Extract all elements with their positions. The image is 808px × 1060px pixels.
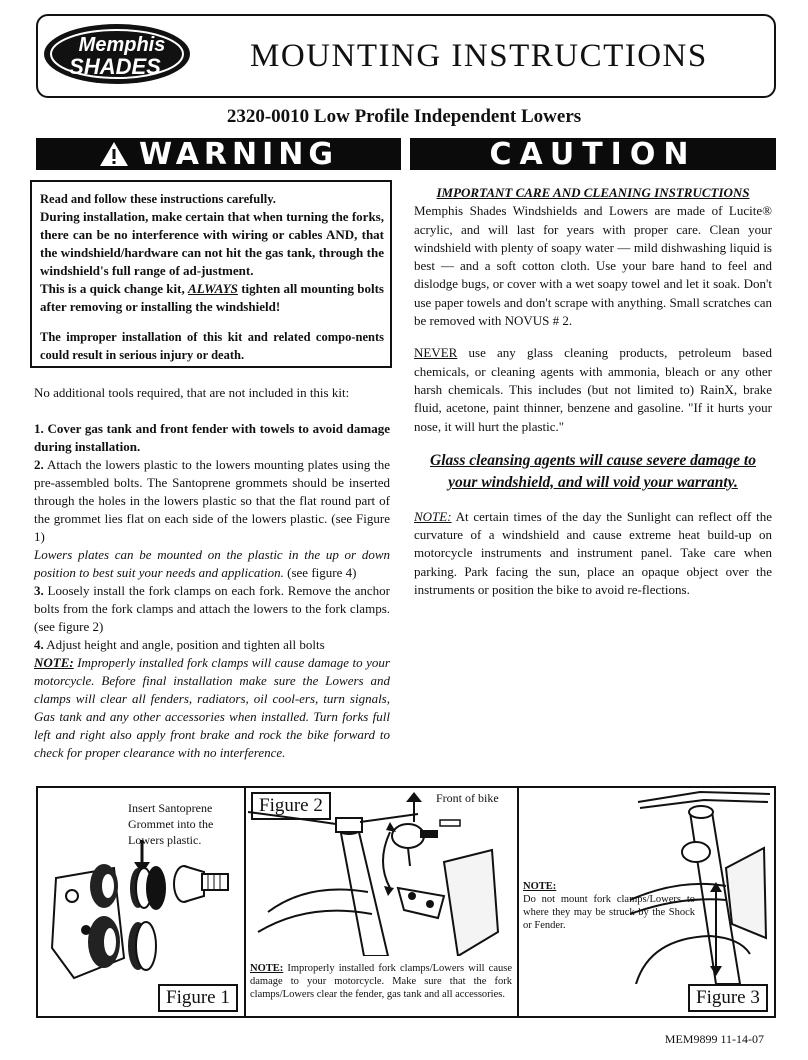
caution-banner-text: CAUTION <box>489 136 697 172</box>
figure-3-note <box>523 880 695 932</box>
step-2-ref: (see figure 4) <box>283 565 357 580</box>
step-1 <box>34 420 390 456</box>
never-label: NEVER <box>414 345 458 361</box>
care-heading: IMPORTANT CARE AND CLEANING INSTRUCTIONS <box>436 185 750 200</box>
warning-quick-change-pre: This is a quick change kit, <box>40 281 189 296</box>
step-2-italic: Lowers plates can be mounted on the plastic in the up or down position to best suit your needs and application. <box>34 547 390 580</box>
figure-1-drawing <box>44 838 240 988</box>
caution-banner <box>410 138 776 170</box>
figure-3-label: Figure 3 <box>688 984 768 1012</box>
step-4 <box>34 636 390 654</box>
document-title: MOUNTING INSTRUCTIONS <box>250 38 708 74</box>
step-4-number: 4. <box>34 637 44 652</box>
figure-2-note <box>250 962 512 1001</box>
glass-warning: Glass cleansing agents will cause severe damage to your windshield, and will void your warranty. <box>430 451 756 491</box>
warning-triangle-icon <box>99 141 129 167</box>
document-code: MEM9899 11-14-07 <box>664 1032 764 1046</box>
figure-divider-1 <box>244 786 246 1018</box>
never-paragraph <box>414 344 772 435</box>
sunlight-note-label: NOTE: <box>414 508 452 524</box>
figure-2-note-text: Improperly installed fork clamps/Lowers will cause damage to your motorcycle. Make sure that the fork clamps/Lowers clear the fender, gas tank and all accessories. <box>250 963 512 1000</box>
figure-2-note-label: NOTE: <box>250 963 284 974</box>
care-column <box>414 184 772 599</box>
sunlight-note <box>414 508 772 599</box>
step-1-number: 1. <box>34 421 44 436</box>
never-text: use any glass cleaning products, petroleum based chemicals, or cleaning agents with ammonia, bleach or any other harsh chemicals. This includes (but not limited to) RainX, brake fluid, acetone, paint thinner, benzene and gasoline. "If it hurts your nose, it will hurt the plastic." <box>414 345 772 434</box>
clamp-note-text: Improperly installed fork clamps will cause damage to your motorcycle. Before final installation make sure the Lowers and clamps will clear all fenders, radiators, oil cool-ers, turn signals, Gas tank and any other accessories when installed. Turn forks full left and right also apply front brake and rock the bike forward to check for proper clearance with no interference. <box>34 655 390 760</box>
figure-3-note-label: NOTE: <box>523 881 557 892</box>
step-3 <box>34 582 390 636</box>
step-2 <box>34 456 390 546</box>
step-3-text: Loosely install the fork clamps on each fork. Remove the anchor bolts from the fork clamps and attach the lowers to the fork clamps. (see figure 2) <box>34 583 390 634</box>
logo-text-memphis: Memphis <box>78 34 166 56</box>
warning-banner-text: WARNING <box>138 136 339 172</box>
tools-statement: No additional tools required, that are not included in this kit: <box>34 385 350 400</box>
figure-divider-2 <box>517 786 519 1018</box>
figure-1-label: Figure 1 <box>158 984 238 1012</box>
product-subtitle: 2320-0010 Low Profile Independent Lowers <box>226 106 582 127</box>
sunlight-note-text: At certain times of the day the Sunlight can reflect off the curvature of a windshield and cause extreme heat build-up on motorcycle instruments and instrument panel. Take care when parking. Park facing the sun, place an opaque object over the instruments or position the bike to avoid re-flections. <box>414 508 772 598</box>
clamp-note-label: NOTE: <box>34 655 74 670</box>
logo-text-shades: SHADES <box>69 54 161 79</box>
warning-quick-change <box>40 280 384 316</box>
step-3-number: 3. <box>34 583 44 598</box>
clamp-note <box>34 654 390 762</box>
figure-2-label: Figure 2 <box>251 792 331 820</box>
memphis-shades-logo <box>42 22 192 86</box>
warning-read-instructions: Read and follow these instructions carefully. <box>40 192 276 206</box>
step-2-text: Attach the lowers plastic to the lowers mounting plates using the pre-assembled bolts. The Santoprene grommets should be inserted through the holes in the lowers plastic so that the flat round part of the grommet lies flat on each side of the lowers plastic. (see Figure 1) <box>34 457 390 544</box>
care-text: Memphis Shades Windshields and Lowers are made of Lucite® acrylic, and will last for years with proper care. Clean your windshield with plenty of soapy water — mild dishwashing liquid is best — and a soft cotton cloth. Use your bare hand to feel and dislodge bugs, or cover with a wet soapy towel and let it soak. Don't use paper towels and don't scrape with anything. Small scratches can be removed with NOVUS # 2. <box>414 203 772 329</box>
warning-quick-change-post: tighten all mounting bolts after removing or installing the windshield! <box>40 281 384 314</box>
step-4-text: Adjust height and angle, position and tighten all bolts <box>43 637 325 652</box>
figure-3-note-text: Do not mount fork clamps/Lowers to where they may be struck by the Shock or Fender. <box>523 894 695 931</box>
warning-injury: The improper installation of this kit and related compo-nents could result in serious injury or death. <box>40 330 384 362</box>
warning-box <box>30 180 392 368</box>
figure-2-drawing <box>248 792 514 956</box>
figure-2-front-of-bike: Front of bike <box>436 791 499 805</box>
step-1-text: Cover gas tank and front fender with towels to avoid damage during installation. <box>34 421 390 454</box>
step-2-number: 2. <box>34 457 44 472</box>
warning-interference: During installation, make certain that when turning the forks, there can be no interference with wiring or cables AND, that the windshield/hardware can not hit the gas tank, through the windshield's full range of ad-justment. <box>40 209 384 278</box>
warning-banner <box>36 138 401 170</box>
instructions-column <box>34 384 390 762</box>
warning-always-text: ALWAYS <box>188 281 238 296</box>
step-2-note <box>34 546 390 582</box>
figure-1-caption: Insert Santoprene Grommet into the Lowers plastic. <box>128 801 214 847</box>
